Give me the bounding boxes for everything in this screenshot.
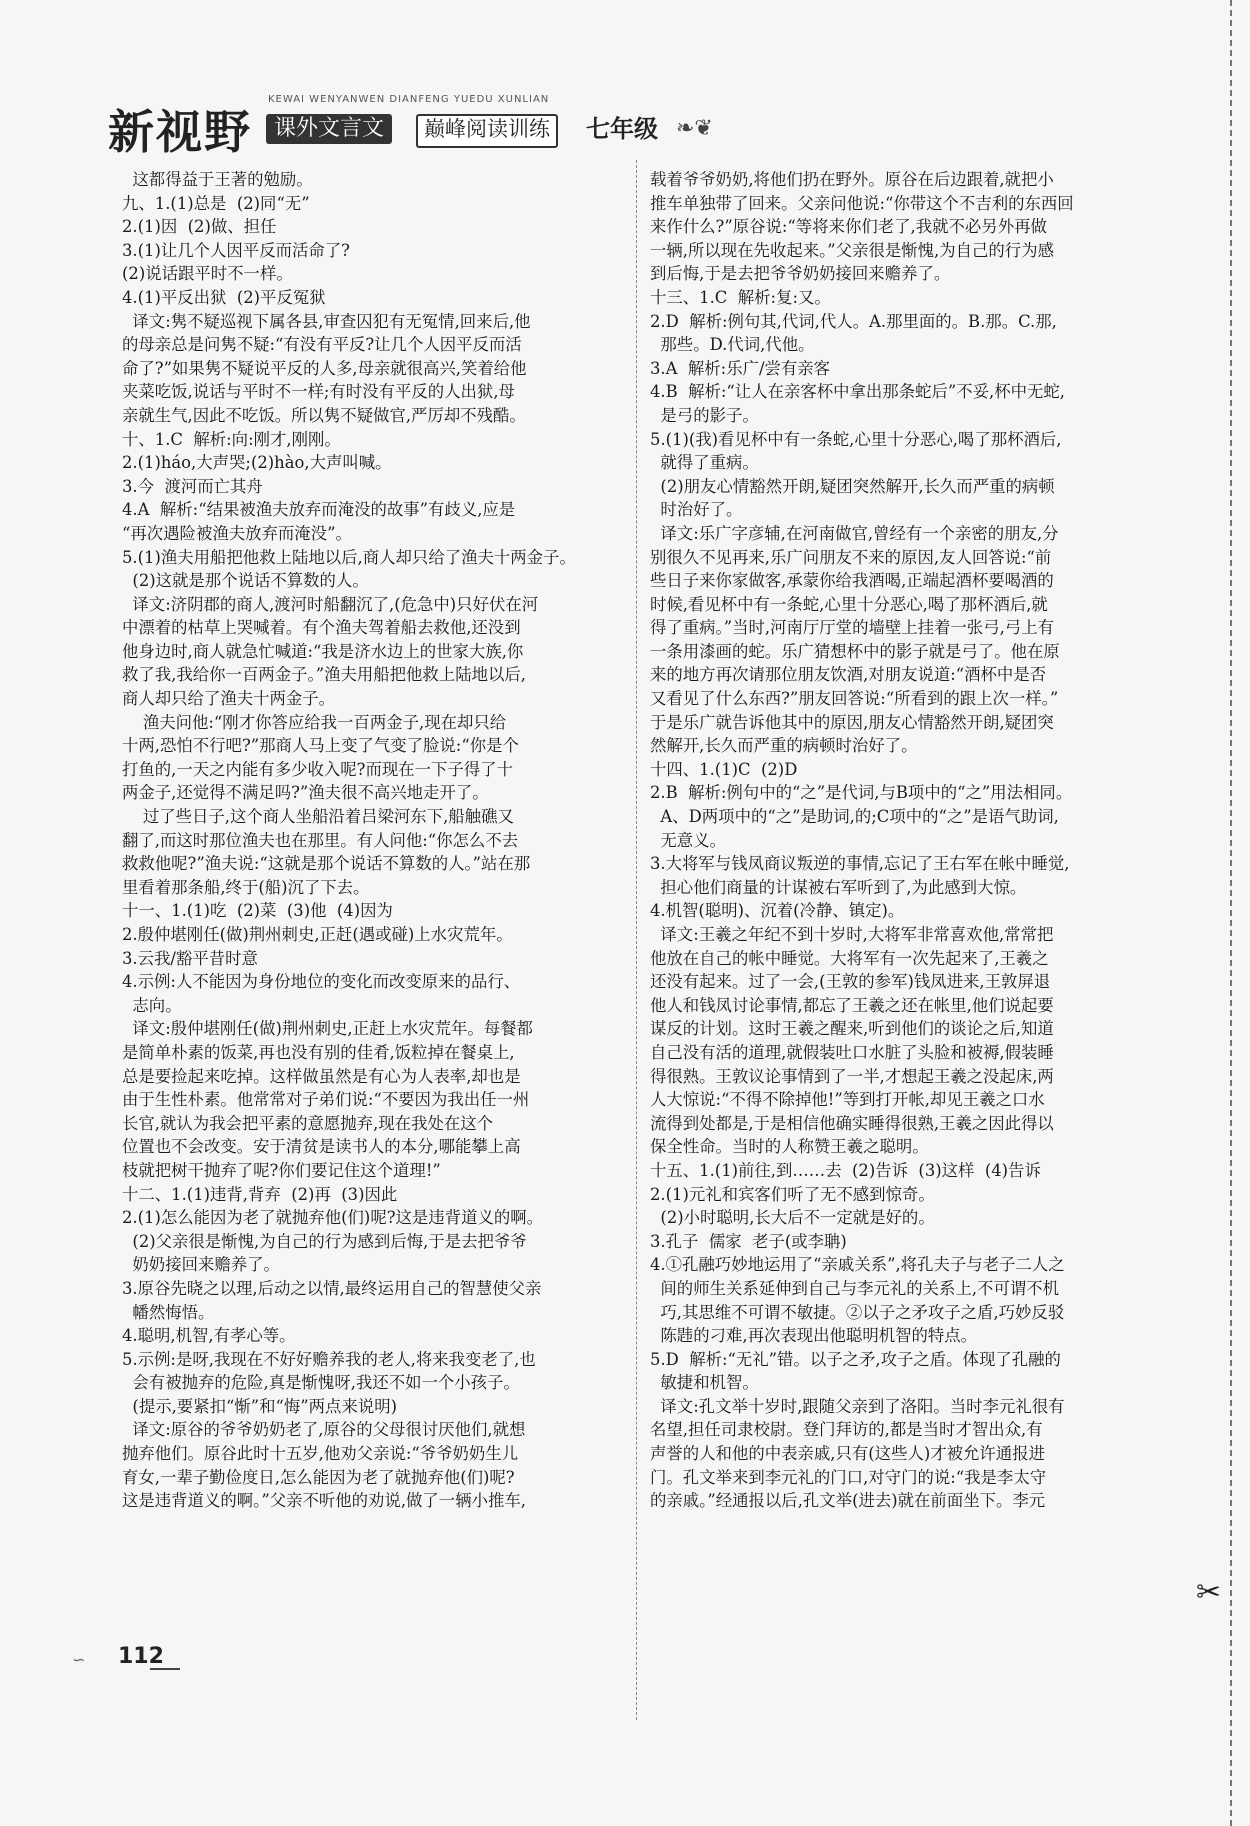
answer-line: 4.B 解析:“让人在亲客杯中拿出那条蛇后”不妥,杯中无蛇,: [650, 382, 1066, 402]
scissors-icon: ✂: [1196, 1575, 1222, 1610]
answer-line: 3.大将军与钱凤商议叛逆的事情,忘记了王右军在帐中睡觉,: [650, 854, 1070, 874]
answer-line: 商人却只给了渔夫十两金子。: [122, 689, 336, 709]
brand-pinyin: KEWAI WENYANWEN DIANFENG YUEDU XUNLIAN: [268, 94, 550, 105]
answer-line: 5.示例:是呀,我现在不好好赡养我的老人,将来我变老了,也: [122, 1349, 536, 1369]
series-subtitle-badge: 巅峰阅读训练: [416, 114, 558, 148]
column-divider: [636, 160, 637, 1720]
answer-line: 来作什么?”原谷说:“等将来你们老了,我就不必另外再做: [650, 217, 1047, 237]
answer-line: 时候,看见杯中有一条蛇,心里十分恶心,喝了那杯酒后,就: [650, 594, 1048, 614]
answer-line: 5.(1)(我)看见杯中有一条蛇,心里十分恶心,喝了那杯酒后,: [650, 429, 1062, 449]
answer-line: 门。孔文举来到李元礼的门口,对守门的说:“我是李太守: [650, 1467, 1047, 1487]
answer-line: 两金子,还觉得不满足吗?”渔夫很不高兴地走开了。: [122, 783, 489, 803]
answer-line: 长官,就认为我会把平素的意愿抛弃,现在我处在这个: [122, 1113, 494, 1133]
answer-line: 些日子来你家做客,承蒙你给我酒喝,正端起酒杯要喝酒的: [650, 571, 1054, 591]
answer-line: 一辆,所以现在先收起来。”父亲很是惭愧,为自己的行为感: [650, 240, 1054, 260]
answer-line: 于是乐广就告诉他其中的原因,朋友心情豁然开朗,疑团突: [650, 712, 1054, 732]
answer-line: 名望,担任司隶校尉。登门拜访的,都是当时才智出众,有: [650, 1420, 1043, 1440]
answer-line: 亲就生气,因此不吃饭。所以隽不疑做官,严厉却不残酷。: [122, 405, 526, 425]
grade-label: 七年级: [586, 115, 658, 143]
answer-line: 打鱼的,一天之内能有多少收入呢?而现在一下子得了十: [122, 759, 513, 779]
answer-line: 声誉的人和他的中表亲戚,只有(这些人)才被允许通报进: [650, 1444, 1045, 1464]
answer-line: 得了重病。”当时,河南厅厅堂的墙壁上挂着一张弓,弓上有: [650, 618, 1054, 638]
answer-line: 敏捷和机智。: [650, 1373, 759, 1393]
answer-line: 4.机智(聪明)、沉着(冷静、镇定)。: [650, 901, 905, 921]
answer-line: 他人和钱凤讨论事情,都忘了王羲之还在帐里,他们说起要: [650, 995, 1054, 1015]
answer-line: 还没有起来。过了一会,(王敦的参军)钱凤进来,王敦屏退: [650, 972, 1051, 992]
answer-line: 4.A 解析:“结果被渔夫放弃而淹没的故事”有歧义,应是: [122, 500, 516, 520]
answer-line: 的亲戚。”经通报以后,孔文举(进去)就在前面坐下。李元: [650, 1491, 1046, 1511]
answer-line: 2.(1)háo,大声哭;(2)hào,大声叫喊。: [122, 453, 392, 473]
answer-line: 那些。D.代词,代他。: [650, 335, 815, 355]
answer-line: 十四、1.(1)C (2)D: [650, 759, 798, 779]
answer-line: 十一、1.(1)吃 (2)菜 (3)他 (4)因为: [122, 901, 393, 921]
answer-line: 2.殷仲堪刚任(做)荆州刺史,正赶(遇或碰)上水灾荒年。: [122, 925, 513, 944]
answer-line: 救救他呢?”渔夫说:“这就是那个说话不算数的人。”站在那: [122, 854, 531, 874]
cut-line: [1230, 0, 1232, 1826]
answer-line: 2.(1)怎么能因为老了就抛弃他(们)呢?这是违背道义的啊。: [122, 1208, 544, 1228]
answer-line: 渔夫问他:“刚才你答应给我一百两金子,现在却只给: [122, 712, 507, 732]
answer-line: 会有被抛弃的危险,真是惭愧呀,我还不如一个小孩子。: [122, 1373, 520, 1393]
answer-line: 4.聪明,机智,有孝心等。: [122, 1326, 296, 1346]
page-number-underline: [150, 1668, 180, 1670]
answer-line: 5.D 解析:“无礼”错。以子之矛,攻子之盾。体现了孔融的: [650, 1349, 1061, 1369]
answer-line: 翻了,而这时那位渔夫也在那里。有人问他:“你怎么不去: [122, 830, 519, 850]
answer-line: 又看见了什么东西?”朋友回答说:“所看到的跟上次一样。”: [650, 689, 1059, 709]
page-number-decoration-icon: ∽: [72, 1650, 86, 1669]
answer-line: 译文:济阴郡的商人,渡河时船翻沉了,(危急中)只好伏在河: [122, 594, 539, 614]
answer-line: 十五、1.(1)前往,到……去 (2)告诉 (3)这样 (4)告诉: [650, 1160, 1041, 1180]
answer-line: 育女,一辈子勤俭度日,怎么能因为老了就抛弃他(们)呢?: [122, 1467, 515, 1487]
answer-line: 无意义。: [650, 830, 726, 850]
answer-line: 4.示例:人不能因为身份地位的变化而改变原来的品行、: [122, 972, 521, 992]
answer-line: 3.孔子 儒家 老子(或李聃): [650, 1231, 847, 1251]
answer-line: 救了我,我给你一百两金子。”渔夫用船把他救上陆地以后,: [122, 665, 526, 685]
answer-line: 这是违背道义的啊。”父亲不听他的劝说,做了一辆小推车,: [122, 1491, 526, 1511]
page-number: 112: [118, 1644, 164, 1669]
answer-line: 九、1.(1)总是 (2)同“无”: [122, 193, 310, 213]
answer-line: 译文:隽不疑巡视下属各县,审查囚犯有无冤情,回来后,他: [122, 311, 531, 331]
answer-line: 载着爷爷奶奶,将他们扔在野外。原谷在后边跟着,就把小: [650, 170, 1054, 189]
answer-line: 人大惊说:“不得不除掉他!”等到打开帐,却见王羲之口水: [650, 1090, 1045, 1110]
answer-line: (2)小时聪明,长大后不一定就是好的。: [650, 1208, 935, 1228]
answer-line: 保全性命。当时的人称赞王羲之聪明。: [650, 1137, 929, 1157]
answer-line: 译文:孔文举十岁时,跟随父亲到了洛阳。当时李元礼很有: [650, 1396, 1065, 1416]
answer-line: 4.①孔融巧妙地运用了“亲戚关系”,将孔夫子与老子二人之: [650, 1255, 1065, 1275]
answer-line: 5.(1)渔夫用船把他救上陆地以后,商人却只给了渔夫十两金子。: [122, 547, 576, 567]
answer-line: 志向。: [122, 995, 182, 1015]
answer-line: (2)说话跟平时不一样。: [122, 264, 293, 284]
answer-line: 中漂着的枯草上哭喊着。有个渔夫驾着船去救他,还没到: [122, 618, 521, 638]
answer-line: 3.(1)让几个人因平反而活命了?: [122, 240, 350, 260]
answer-line: 谋反的计划。这时王羲之醒来,听到他们的谈论之后,知道: [650, 1019, 1054, 1039]
answer-line: (提示,要紧扣“惭”和“悔”两点来说明): [122, 1396, 398, 1416]
answer-line: 他身边时,商人就急忙喊道:“我是济水边上的世家大族,你: [122, 641, 524, 661]
answer-line: 抛弃他们。原谷此时十五岁,他劝父亲说:“爷爷奶奶生儿: [122, 1444, 519, 1464]
answer-line: 由于生性朴素。他常常对子弟们说:“不要因为我出任一州: [122, 1090, 530, 1110]
answer-line: 位置也不会改变。安于清贫是读书人的本分,哪能攀上高: [122, 1137, 521, 1157]
answer-line: 来的地方再次请那位朋友饮酒,对朋友说道:“酒杯中是否: [650, 665, 1047, 685]
answer-line: 译文:王羲之年纪不到十岁时,大将军非常喜欢他,常常把: [650, 925, 1054, 944]
answer-line: 译文:原谷的爷爷奶奶老了,原谷的父母很讨厌他们,就想: [122, 1420, 526, 1440]
answer-line: 命了?”如果隽不疑说平反的人多,母亲就很高兴,笑着给他: [122, 358, 527, 378]
answer-line: A、D两项中的“之”是助词,的;C项中的“之”是语气助词,: [650, 807, 1059, 827]
answer-line: 译文:殷仲堪刚任(做)荆州刺史,正赶上水灾荒年。每餐都: [122, 1019, 533, 1039]
answer-line: 总是要捡起来吃掉。这样做虽然是有心为人表率,却也是: [122, 1066, 521, 1086]
answer-line: 巧,其思维不可谓不敏捷。②以子之矛攻子之盾,巧妙反驳: [650, 1302, 1065, 1322]
answer-column-right: [650, 168, 1160, 1513]
answer-line: 里看着那条船,终于(船)沉了下去。: [122, 877, 370, 897]
answer-line: 十三、1.C 解析:复:又。: [650, 287, 831, 307]
answer-line: 推车单独带了回来。父亲问他说:“你带这个不吉利的东西回: [650, 193, 1074, 213]
sleigh-decoration-icon: ❧❦: [676, 116, 713, 141]
answer-line: 担心他们商量的计谋被右军听到了,为此感到大惊。: [650, 877, 1027, 897]
brand-logo: 新视野: [108, 105, 252, 159]
series-badge: 课外文言文: [266, 114, 392, 144]
answer-line: 过了些日子,这个商人坐船沿着吕梁河东下,船触礁又: [122, 807, 514, 827]
answer-line: 是弓的影子。: [650, 405, 759, 425]
answer-line: 3.今 渡河而亡其舟: [122, 476, 263, 496]
answer-line: 十二、1.(1)违背,背弃 (2)再 (3)因此: [122, 1184, 398, 1204]
answer-line: 自己没有活的道理,就假装吐口水脏了头脸和被褥,假装睡: [650, 1042, 1054, 1062]
answer-line: 2.(1)元礼和宾客们听了无不感到惊奇。: [650, 1184, 935, 1204]
answer-line: 的母亲总是问隽不疑:“有没有平反?让几个人因平反而活: [122, 335, 522, 355]
answer-line: 十、1.C 解析:向:刚才,刚刚。: [122, 429, 341, 449]
answer-line: (2)这就是那个说话不算数的人。: [122, 571, 369, 591]
answer-line: 间的师生关系延伸到自己与李元礼的关系上,不可谓不机: [650, 1278, 1060, 1298]
answer-line: 这都得益于王著的勉励。: [122, 170, 313, 189]
answer-line: 3.原谷先晓之以理,后动之以情,最终运用自己的智慧使父亲: [122, 1278, 542, 1298]
answer-line: 2.(1)因 (2)做、担任: [122, 217, 277, 237]
answer-line: 就得了重病。: [650, 453, 759, 473]
answer-line: 3.云我/豁平昔时意: [122, 948, 258, 968]
answer-line: 3.A 解析:乐广/尝有亲客: [650, 358, 831, 378]
answer-line: (2)父亲很是惭愧,为自己的行为感到后悔,于是去把爷爷: [122, 1231, 527, 1251]
answer-line: 译文:乐广字彦辅,在河南做官,曾经有一个亲密的朋友,分: [650, 523, 1059, 543]
answer-line: 十两,恐怕不行吧?”那商人马上变了气变了脸说:“你是个: [122, 736, 519, 756]
answer-line: 4.(1)平反出狱 (2)平反冤狱: [122, 287, 326, 307]
answer-line: 陈韪的刁难,再次表现出他聪明机智的特点。: [650, 1326, 978, 1346]
answer-line: 2.B 解析:例句中的“之”是代词,与B项中的“之”用法相同。: [650, 783, 1073, 803]
answer-line: 幡然悔悟。: [122, 1302, 215, 1322]
answer-line: 别很久不见再来,乐广问朋友不来的原因,友人回答说:“前: [650, 547, 1052, 567]
answer-column-left: [122, 168, 622, 1513]
answer-line: 枝就把树干抛弃了呢?你们要记住这个道理!”: [122, 1160, 441, 1180]
answer-line: (2)朋友心情豁然开朗,疑团突然解开,长久而严重的病顿: [650, 476, 1055, 496]
answer-line: 夹菜吃饭,说话与平时不一样;有时没有平反的人出狱,母: [122, 382, 515, 402]
answer-line: 时治好了。: [650, 500, 743, 520]
book-header: [108, 88, 748, 158]
answer-line: 奶奶接回来赡养了。: [122, 1255, 280, 1275]
answer-line: 到后悔,于是去把爷爷奶奶接回来赡养了。: [650, 264, 951, 284]
answer-line: “再次遇险被渔夫放弃而淹没”。: [122, 523, 352, 543]
answer-line: 是简单朴素的饭菜,再也没有别的佳肴,饭粒掉在餐桌上,: [122, 1042, 515, 1062]
answer-line: 得很熟。王敦议论事情到了一半,才想起王羲之没起床,两: [650, 1066, 1054, 1086]
answer-line: 一条用漆画的蛇。乐广猜想杯中的影子就是弓了。他在原: [650, 641, 1060, 661]
answer-line: 流得到处都是,于是相信他确实睡得很熟,王羲之因此得以: [650, 1113, 1054, 1133]
answer-line: 然解开,长久而严重的病顿时治好了。: [650, 736, 918, 756]
answer-line: 他放在自己的帐中睡觉。大将军有一次先起来了,王羲之: [650, 948, 1049, 968]
answer-line: 2.D 解析:例句其,代词,代人。A.那里面的。B.那。C.那,: [650, 311, 1057, 331]
